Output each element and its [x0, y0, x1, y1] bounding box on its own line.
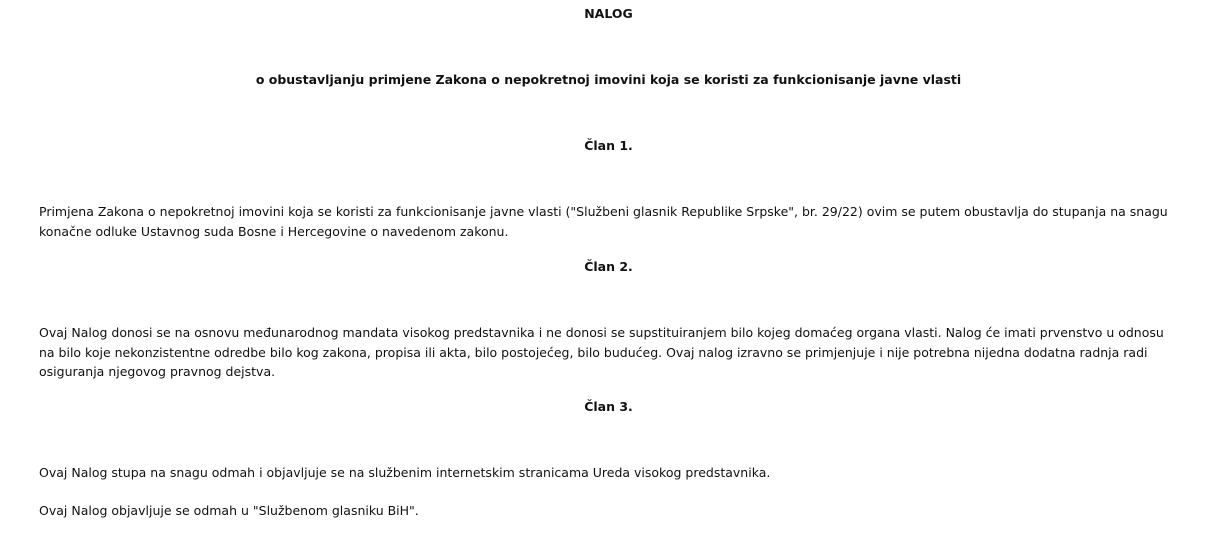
article-1-paragraph: Primjena Zakona o nepokretnoj imovini koja se koristi za funkcionisanje javne vlasti ("Službeni glasnik Republike Srpske", br. 29/22) ovim se putem obustavlja do stupanja na snagu konačne odluke Ustavnog suda Bosne i Hercegovine o navedenom zakonu. — [39, 204, 1168, 239]
article-3-heading: Član 3. — [584, 399, 633, 414]
article-3-paragraph-2: Ovaj Nalog objavljuje se odmah u "Službenom glasniku BiH". — [39, 503, 419, 518]
document-title: NALOG — [584, 6, 633, 21]
article-3-paragraph-1: Ovaj Nalog stupa na snagu odmah i objavljuje se na službenim internetskim stranicama Ureda visokog predstavnika. — [39, 465, 771, 480]
article-2-heading: Član 2. — [584, 259, 633, 274]
document-subtitle: o obustavljanju primjene Zakona o nepokretnoj imovini koja se koristi za funkcionisanje javne vlasti — [255, 72, 962, 87]
article-1-heading: Član 1. — [584, 138, 633, 153]
article-2-paragraph: Ovaj Nalog donosi se na osnovu međunarodnog mandata visokog predstavnika i ne donosi se supstituiranjem bilo kojeg domaćeg organa vlasti. Nalog će imati prvenstvo u odnosu na bilo koje nekonzistentne odredbe bilo kog zakona, propisa ili akta, bilo postojećeg, bilo budućeg. Ovaj nalog izravno se primjenjuje i nije potrebna nijedna dodatna radnja radi osiguranja njegovog pravnog dejstva. — [39, 325, 1164, 379]
